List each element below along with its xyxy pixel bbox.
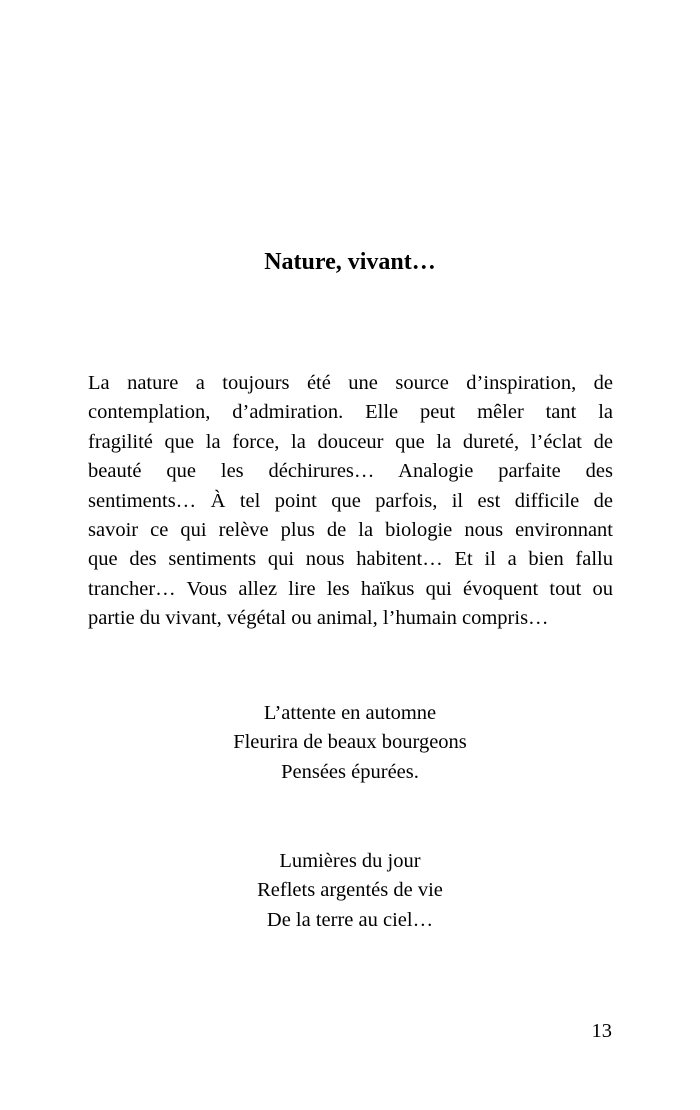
intro-line: La nature a toujours été une source d’inspiration, de <box>88 372 613 394</box>
haiku-verse: Fleurira de beaux bourgeons <box>233 731 467 754</box>
haiku-verse: De la terre au ciel… <box>266 908 434 931</box>
haiku-verse: L’attente en automne <box>263 702 437 724</box>
intro-line: beauté que les déchirures… Analogie parfaite des <box>88 460 613 483</box>
page-number: 13 <box>591 1020 612 1042</box>
haiku-daylight <box>0 847 700 935</box>
haiku-verse: Lumières du jour <box>279 850 421 872</box>
haiku-verse: Pensées épurées. <box>281 760 419 783</box>
haiku-verse: Reflets argentés de vie <box>257 879 443 902</box>
intro-line: sentiments… À tel point que parfois, il est difficile de <box>88 489 613 512</box>
intro-line: trancher… Vous allez lire les haïkus qui évoquent tout ou <box>88 577 613 600</box>
intro-line: que des sentiments qui nous habitent… Et il a bien fallu <box>88 548 613 571</box>
intro-line: fragilité que la force, la douceur que la dureté, l’éclat de <box>88 430 613 453</box>
haiku-autumn <box>0 699 700 787</box>
intro-line: partie du vivant, végétal ou animal, l’humain compris… <box>88 607 549 630</box>
intro-line: savoir ce qui relève plus de la biologie nous environnant <box>88 519 613 542</box>
chapter-title: Nature, vivant… <box>264 249 436 275</box>
intro-paragraph <box>88 369 613 634</box>
intro-line: contemplation, d’admiration. Elle peut mêler tant la <box>88 401 613 424</box>
